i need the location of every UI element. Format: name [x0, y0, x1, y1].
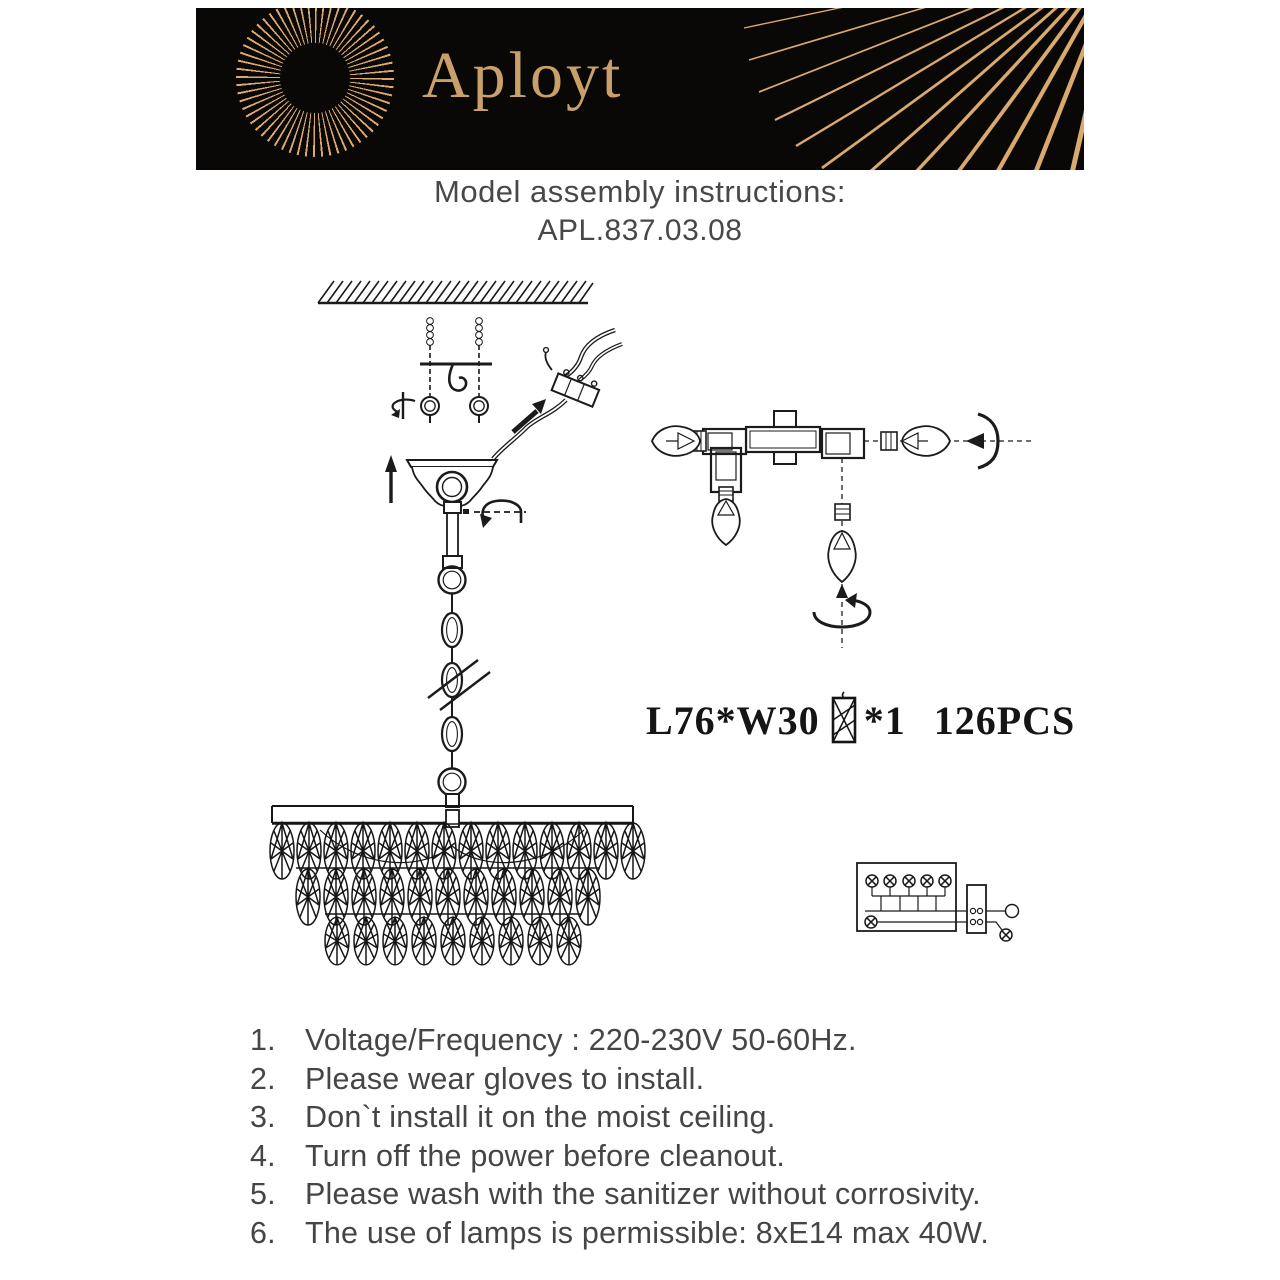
instruction-number: 4.	[250, 1138, 276, 1173]
spec-row	[646, 692, 1075, 748]
spec-multiplier: *1	[863, 697, 906, 743]
candle-bulb-right	[881, 426, 950, 456]
rotation-symbol-icon	[391, 392, 415, 419]
ceiling-hook-icon	[449, 364, 466, 391]
instruction-text: Please wash with the sanitizer without corrosivity.	[305, 1177, 981, 1211]
instruction-text: The use of lamps is permissible: 8xE14 max 40W.	[305, 1215, 990, 1250]
power-wire	[493, 330, 622, 459]
model-number: APL.837.03.08	[537, 214, 743, 247]
lamp-symbols	[865, 875, 967, 928]
instruction-number: 6.	[250, 1215, 276, 1250]
instruction-number: 5.	[250, 1177, 276, 1211]
instruction-item	[250, 1063, 1090, 1097]
instruction-number: 1.	[250, 1023, 276, 1057]
ceiling-hatch	[318, 281, 593, 303]
lamp-arm-assembly	[652, 411, 1032, 648]
crystal-tier-3	[325, 917, 581, 965]
hanging-chain	[428, 567, 490, 808]
candle-bulb-right-hanging	[828, 504, 856, 582]
instruction-text: Voltage/Frequency : 220-230V 50-60Hz.	[305, 1023, 857, 1057]
instruction-number: 2.	[250, 1061, 276, 1096]
instruction-item	[250, 1024, 1090, 1058]
brand-logo-text: Aployt	[422, 39, 624, 112]
mounting-screws	[391, 318, 492, 423]
candle-bulb-left	[652, 426, 706, 456]
instruction-item	[250, 1140, 1090, 1174]
instruction-item	[250, 1101, 1090, 1135]
crystal-chandelier	[270, 806, 645, 965]
instructions-list	[250, 1024, 1090, 1255]
spec-pieces: 126PCS	[933, 697, 1076, 743]
candle-bulb-left-hanging	[712, 487, 740, 545]
canopy	[407, 460, 526, 568]
instruction-text: Please wear gloves to install.	[305, 1061, 705, 1096]
instruction-number: 3.	[250, 1100, 276, 1134]
spec-dimensions: L76*W30	[646, 697, 820, 743]
twist-arrow-icon	[463, 501, 526, 528]
crystal-prism-icon	[829, 691, 859, 747]
instruction-item	[250, 1178, 1090, 1212]
screw-right	[470, 318, 488, 423]
crystal-tier-2	[296, 869, 600, 925]
instruction-item	[250, 1217, 1090, 1251]
wiring-diagram	[857, 863, 1019, 941]
instruction-text: Don`t install it on the moist ceiling.	[305, 1100, 776, 1134]
instruction-text: Turn off the power before cleanout.	[305, 1138, 786, 1173]
screw-left	[421, 318, 439, 423]
terminal-block-icon	[552, 367, 602, 406]
page-title: Model assembly instructions:	[434, 174, 846, 209]
lift-arrow-icon	[385, 455, 397, 503]
